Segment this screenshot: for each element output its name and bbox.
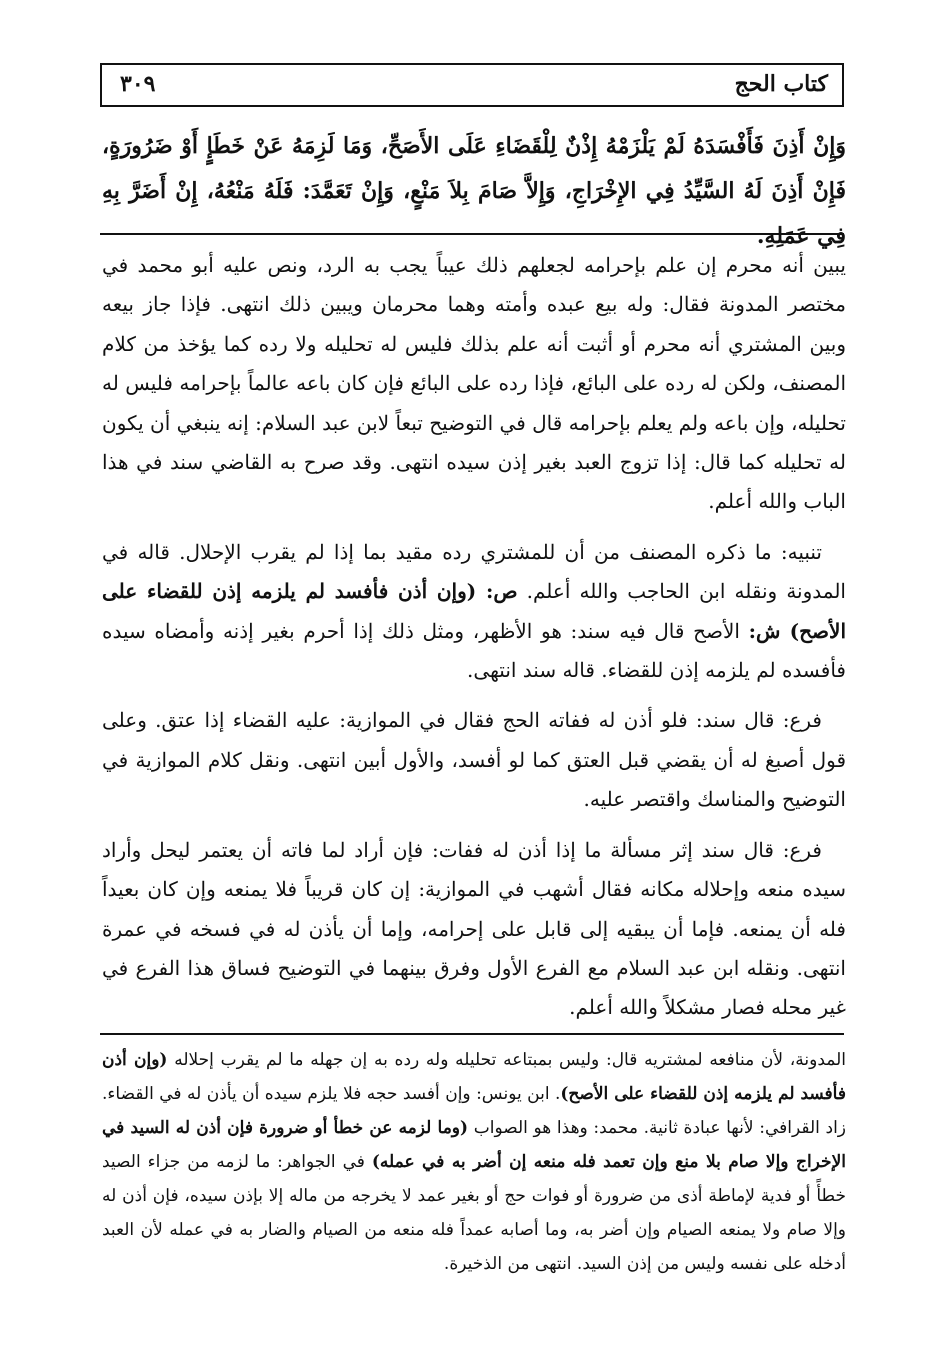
footnote-text: في الجواهر: ما لزمه من جزاء الصيد خطأً أو فدية لإماطة أذى من ضرورة أو فوات حج أو بغير عمد لا يخرجه من ماله إلا بإذن سيده، فإن أذن له وإلا صام ولا يمنعه الصيام وإن أضر به، وما أصابه عمداً فله منعه من الصيام والضار به في عمله لأن العبد أدخله على نفسه وليس من إذن السيد. انتهى من الذخيرة. [102,1152,846,1274]
page-number: ٣٠٩ [120,71,156,97]
page-header [100,63,844,107]
footnote-quoted-matn: (وما لزمه عن خطأ أو ضرورة فإن أذن له السيد في الإخراج وإلا صام بلا منع وإن تعمد فله منعه إن أضر به في عمله) [102,1118,846,1172]
sharh-body [102,246,846,1039]
footnote-quoted-matn: (وإن أذن فأفسد لم يلزمه إذن للقضاء على الأصح) [102,1050,846,1104]
footnote-text: . ابن يونس: وإن أفسد حجه فلا يلزم سيده أن يأذن له في القضاء. زاد القرافي: لأنها عبادة ثانية. محمد: وهذا هو الصواب [102,1084,847,1138]
footnote-block [102,1043,846,1281]
footnote-text: المدونة، لأن منافعه لمشتريه قال: وليس بمبتاعه تحليله وله رده به إن جهله ما لم يقرب إحلاله [167,1050,846,1070]
tanbih-text: تنبيه: ما ذكره المصنف من أن للمشتري رده مقيد بما إذا لم يقرب الإحلال. قاله في المدونة ونقله ابن الحاجب والله أعلم. [102,539,846,604]
sharh-paragraph-tanbih [102,533,846,691]
chapter-title: كتاب الحج [734,71,828,97]
sharh-paragraph-far1: فرع: قال سند: فلو أذن له ففاته الحج فقال في الموازية: عليه القضاء إذا عتق. وعلى قول أصبغ له أن يقضي قبل العتق كما لو أفسد، والأول أبين انتهى. ونقل كلام الموازية في التوضيح والمناسك واقتصر عليه. [102,708,846,812]
footnote-divider [100,1033,844,1035]
quoted-matn: ص: (وإن أذن فأفسد لم يلزمه إذن للقضاء على الأصح) ش: [102,579,846,643]
tanbih-commentary: الأصح قال فيه سند: هو الأظهر، ومثل ذلك إذا أحرم بغير إذنه وأمضاه سيده فأفسده لم يلزمه إذن للقضاء. قاله سند انتهى. [102,618,846,683]
section-divider [100,233,844,235]
footnote-paragraph [102,1043,846,1281]
matn-text: وَإِنْ أَذِنَ فَأَفْسَدَهُ لَمْ يَلْزَمْهُ إِذْنٌ لِلْقَضَاءِ عَلَى الأَصَحِّ، وَمَا لَزِمَهُ عَنْ خَطَإٍ أَوْ ضَرُورَةٍ، فَإِنْ أَذِنَ لَهُ السَّيِّدُ فِي الإِخْرَاجِ، وَإِلاَّ صَامَ بِلاَ مَنْعٍ، وَإِنْ تَعَمَّدَ: فَلَهُ مَنْعُهُ، إِنْ أَضَرَّ بِهِ فِي عَمَلِهِ. [102,133,846,249]
sharh-paragraph-far2: فرع: قال سند إثر مسألة ما إذا أذن له ففات: فإن أراد لما فاته أن يعتمر ليحل وأراد سيده منعه وإحلاله مكانه فقال أشهب في الموازية: إن كان قريباً فلا يمنعه وإن كان بعيداً فله أن يمنعه. فإما أن يبقيه إلى قابل على إحرامه، وإما أن يأذن له في فسخه في عمرة انتهى. ونقله ابن عبد السلام مع الفرع الأول وفرق بينهما في التوضيح فساق هذا الفرع في غير محله فصار مشكلاً والله أعلم. [102,837,846,1020]
sharh-paragraph: يبين أنه محرم إن علم بإحرامه لجعلهم ذلك عيباً يجب به الرد، ونص عليه أبو محمد في مختصر المدونة فقال: وله بيع عبده وأمته وهما محرمان ويبين ذلك انتهى. فإذا جاز بيعه وبين المشتري أنه محرم أو أثبت أنه علم بذلك فليس له تحليله ولا رده كما يؤخذ من كلام المصنف، ولكن له رده على البائع، فإذا رده على البائع فإن كان باعه عالماً بإحرامه فليس له تحليله، وإن باعه ولم يعلم بإحرامه قال في التوضيح تبعاً لابن عبد السلام: إنه ينبغي أن يكون له تحليله كما قال: إذا تزوج العبد بغير إذن سيده انتهى. وقد صرح به القاضي سند في هذا الباب والله أعلم. [102,253,847,514]
